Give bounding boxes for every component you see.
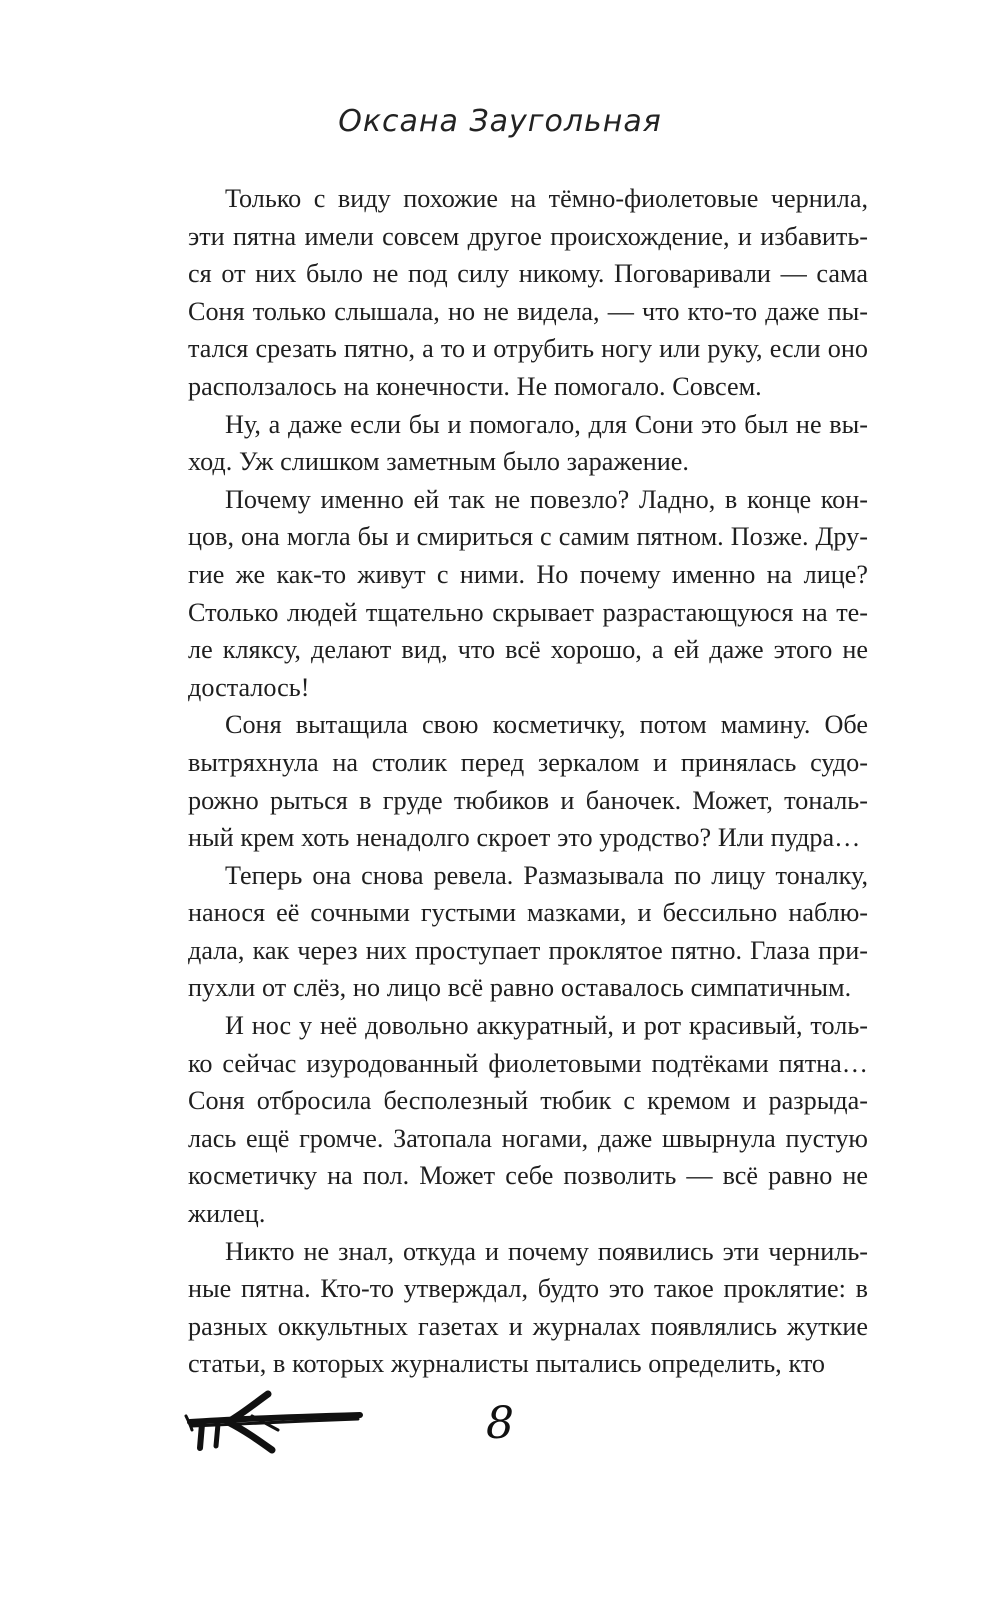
- paragraph: Теперь она снова ревела. Размазывала по лицу тоналку, нанося её сочными густыми мазками, и бессильно наблюдала, как через них проступает проклятое пятно. Глаза припухли от слёз, но лицо всё равно оставалось симпатичным.: [188, 860, 868, 1003]
- paragraph: Ну, а даже если бы и помогало, для Сони это был не выход. Уж слишком заметным было заражение.: [188, 409, 868, 477]
- body-text: [188, 180, 868, 1383]
- paragraph: Соня вытащила свою косметичку, потом мамину. Обе вытряхнула на столик перед зеркалом и принялась судорожно рыться в груде тюбиков и баночек. Может, тональный крем хоть ненадолго скроет это уродство? Или пудра…: [188, 710, 868, 853]
- paragraph: Почему именно ей так не повезло? Ладно, в конце концов, она могла бы и смириться с самим пятном. Позже. Другие же как-то живут с ними. Но почему именно на лице? Столько людей тщательно скрывает разрастающуюся на теле кляксу, делают вид, что всё хорошо, а ей даже этого не досталось!: [188, 484, 868, 702]
- paragraph: И нос у неё довольно аккуратный, и рот красивый, только сейчас изуродованный фиолетовыми подтёками пятна… Соня отбросила бесполезный тюбик с кремом и разрыдалась ещё громче. Затопала ногами, даже швырнула пустую косметичку на пол. Может себе позволить — всё равно не жилец.: [188, 1011, 868, 1229]
- page-number: 8: [486, 1398, 514, 1449]
- paragraph: Никто не знал, откуда и почему появились эти чернильные пятна. Кто-то утверждал, будто это такое проклятие: в разных оккультных газетах и журналах появлялись жуткие статьи, в которых журналисты пытались определить, кто: [188, 1236, 868, 1379]
- paragraph: Только с виду похожие на тёмно-фиолетовые чернила, эти пятна имели совсем другое происхождение, и избавиться от них было не под силу никому. Поговаривали — сама Соня только слышала, но не видела, — что кто-то даже пытался срезать пятно, а то и отрубить ногу или руку, если оно расползалось на конечности. Не помогало. Совсем.: [188, 184, 868, 401]
- running-header-author: Оксана Заугольная: [338, 104, 662, 139]
